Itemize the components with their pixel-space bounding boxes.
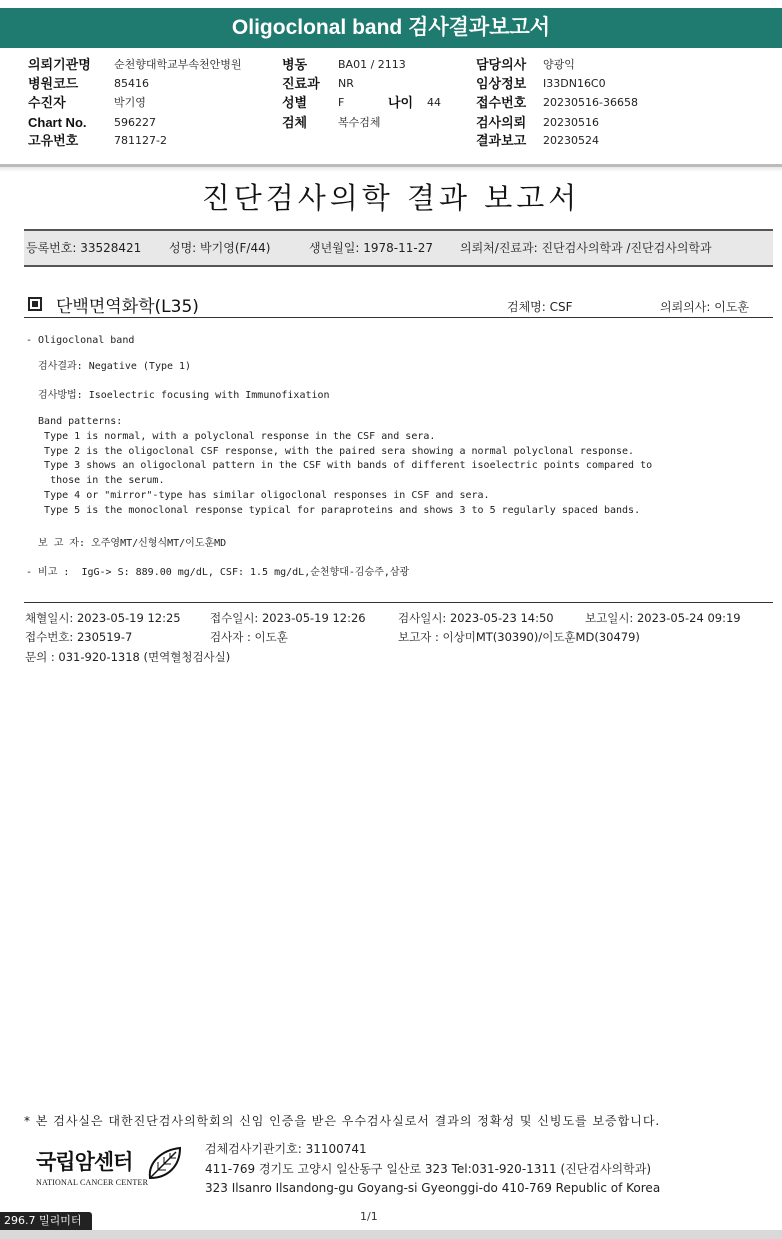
specimen-name: 검체명: CSF [507, 300, 573, 314]
patient-summary-bar [24, 229, 773, 267]
date-of-birth: 생년월일: 1978-11-27 [309, 241, 433, 255]
lab-address-english: 323 Ilsanro Ilsandong-gu Goyang-si Gyeonggi-do 410-769 Republic of Korea [205, 1181, 661, 1195]
test-result: 검사결과: Negative (Type 1) [26, 361, 192, 372]
test-datetime: 검사일시: 2023-05-23 14:50 [398, 611, 554, 625]
lab-address-korean: 411-769 경기도 고양시 일산동구 일산로 323 Tel:031-920-1311 (진단검사의학과) [205, 1161, 652, 1176]
institution-value: 순천향대학교부속천안병원 [114, 58, 242, 71]
lab-code: 검체검사기관기호: 31100741 [205, 1142, 367, 1156]
hospital-code-label: 병원코드 [28, 76, 79, 91]
clinical-info-label: 임상정보 [476, 76, 527, 91]
band-pattern-line: Type 3 shows an oligoclonal pattern in the CSF with bands of different isoelectric points compared to [26, 460, 653, 471]
receipt-datetime: 접수일시: 2023-05-19 12:26 [210, 611, 366, 625]
section-square-icon [28, 297, 42, 311]
result-report-value: 20230524 [543, 134, 599, 147]
viewer-bottom-strip [0, 1230, 782, 1239]
page-number: 1/1 [360, 1210, 378, 1223]
chart-no-label: Chart No. [28, 115, 87, 130]
test-request-label: 검사의뢰 [476, 115, 527, 130]
certification-notice: * 본 검사실은 대한진단검사의학회의 신임 인증을 받은 우수검사실로서 결과의 정확성 및 신빙도를 보증합니다. [24, 1114, 661, 1128]
remarks: - 비고 : IgG-> S: 889.00 mg/dL, CSF: 1.5 mg/dL,순천향대-김승주,삼광 [26, 567, 410, 578]
ward-value: BA01 / 2113 [338, 58, 406, 71]
logo-english-text: NATIONAL CANCER CENTER [36, 1178, 149, 1187]
age-label: 나이 [388, 95, 414, 110]
report-datetime: 보고일시: 2023-05-24 09:19 [585, 611, 741, 625]
contact: 문의 : 031-920-1318 (면역혈청검사실) [25, 650, 231, 664]
order-info-panel [0, 54, 782, 166]
patient-name: 성명: 박기영(F/44) [169, 241, 271, 255]
chart-no-value: 596227 [114, 116, 156, 129]
clinical-info-value: I33DN16C0 [543, 77, 606, 90]
report-title: 진단검사의학 결과 보고서 [201, 181, 581, 215]
unique-no-value: 781127-2 [114, 134, 167, 147]
band-pattern-line: Type 5 is the monoclonal response typical for paraproteins and shows 3 to 5 regularly spaced bands. [26, 505, 641, 516]
collection-datetime: 채혈일시: 2023-05-19 12:25 [25, 611, 181, 625]
unique-no-label: 고유번호 [28, 133, 79, 148]
registration-number: 등록번호: 33528421 [26, 241, 142, 255]
requesting-department: 의뢰처/진료과: 진단검사의학과 /진단검사의학과 [460, 241, 712, 255]
receipt-number: 접수번호: 230519-7 [25, 630, 133, 644]
patient-label: 수진자 [28, 95, 66, 110]
section-header [24, 292, 773, 318]
band-pattern-line: those in the serum. [26, 475, 165, 486]
result-report-label: 결과보고 [476, 133, 527, 148]
section-title: 단백면역화학(L35) [56, 297, 199, 317]
page-size-badge: 296.7 밀리미터 [0, 1212, 92, 1230]
age-value: 44 [427, 96, 441, 109]
reporter: 보고자 : 이상미MT(30390)/이도훈MD(30479) [398, 630, 640, 644]
institution-label: 의뢰기관명 [28, 57, 91, 72]
national-cancer-center-logo [36, 1144, 186, 1194]
band-pattern-line: Type 1 is normal, with a polyclonal response in the CSF and sera. [26, 431, 436, 442]
specimen-value: 복수검체 [338, 116, 381, 129]
tester: 검사자 : 이도훈 [210, 630, 288, 644]
physician-value: 양광익 [543, 58, 575, 71]
department-label: 진료과 [282, 76, 320, 91]
footer-divider [24, 602, 773, 603]
receipt-value: 20230516-36658 [543, 96, 638, 109]
ward-label: 병동 [282, 57, 308, 72]
leaf-icon [144, 1144, 184, 1184]
department-value: NR [338, 77, 354, 90]
test-name: - Oligoclonal band [26, 335, 135, 346]
test-request-value: 20230516 [543, 116, 599, 129]
divider-shadow [0, 167, 782, 172]
requesting-doctor: 의뢰의사: 이도훈 [660, 300, 750, 314]
reporters: 보 고 자: 오주영MT/신형식MT/이도훈MD [26, 538, 227, 549]
sex-value: F [338, 96, 345, 109]
sex-label: 성별 [282, 95, 308, 110]
test-method: 검사방법: Isoelectric focusing with Immunofixation [26, 390, 330, 401]
band-patterns-heading: Band patterns: [26, 416, 123, 427]
logo-korean-text: 국립암센터 [36, 1150, 133, 1174]
receipt-label: 접수번호 [476, 95, 527, 110]
band-pattern-line: Type 4 or "mirror"-type has similar oligoclonal responses in CSF and sera. [26, 490, 490, 501]
hospital-code-value: 85416 [114, 77, 149, 90]
physician-label: 담당의사 [476, 57, 527, 72]
band-pattern-line: Type 2 is the oligoclonal CSF response, with the paired sera showing a normal polyclonal response. [26, 446, 635, 457]
lab-info [205, 1140, 660, 1199]
report-header-title: Oligoclonal band 검사결과보고서 [0, 8, 782, 48]
patient-value: 박기영 [114, 96, 146, 109]
specimen-label: 검체 [282, 115, 308, 130]
